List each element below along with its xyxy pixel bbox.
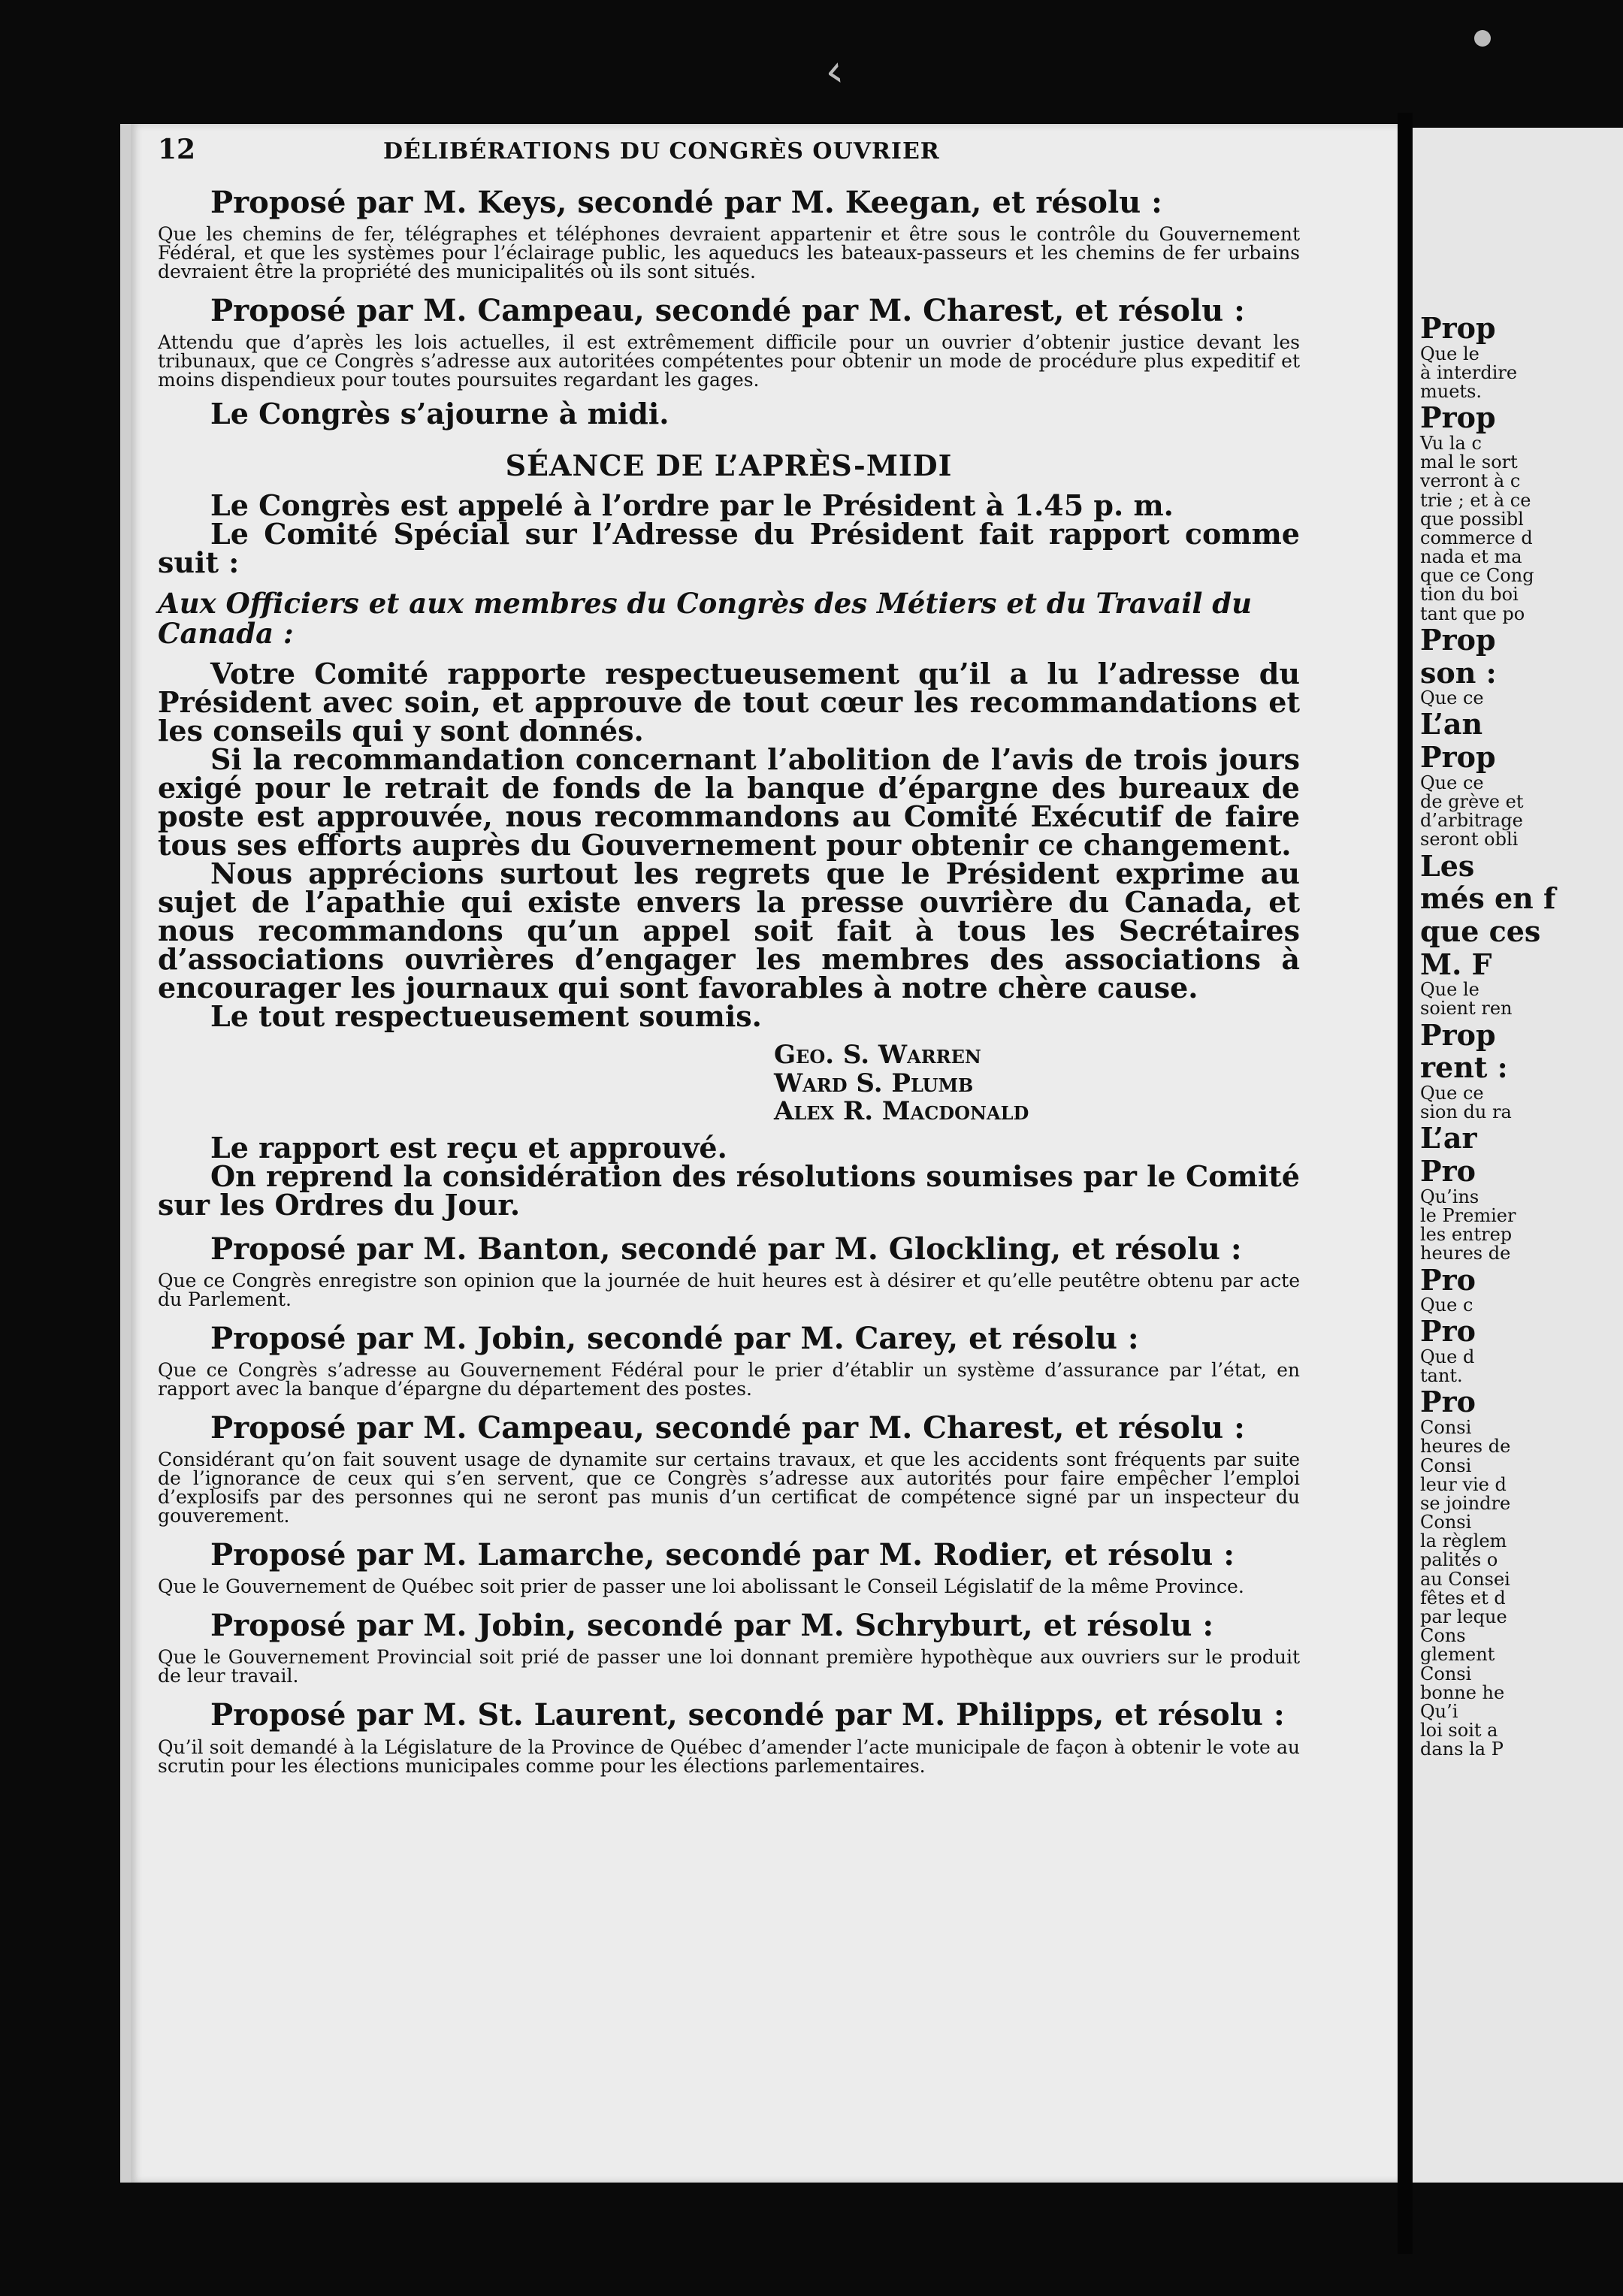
right-page-fragment: muets. (1420, 381, 1482, 403)
right-page-fragment: commerce d (1420, 527, 1533, 548)
resolution-heading: Proposé par M. Campeau, secondé par M. Charest, et résolu : (210, 1409, 1245, 1446)
resolution-text: Qu’il soit demandé à la Législature de la Province de Québec d’amender l’acte municipale de façon à obtenir le vote au scrutin pour les élections municipales comme pour les élections parlementaires. (158, 1736, 1300, 1777)
resolution-heading: Proposé par M. Keys, secondé par M. Keegan, et résolu : (210, 185, 1162, 220)
right-page-fragment: Pro (1420, 1262, 1476, 1297)
right-page-fragment: se joindre (1420, 1492, 1511, 1514)
paragraph: Le Congrès s’ajourne à midi. (210, 397, 669, 431)
right-page-fragment: Que d (1420, 1346, 1475, 1368)
right-page-fragment: leur vie d (1420, 1473, 1507, 1495)
signatory-name: Geo. S. Warren (774, 1040, 981, 1071)
right-page-fragment: tant. (1420, 1365, 1463, 1387)
right-page-fragment: seront obli (1420, 829, 1519, 850)
resolution-heading: Proposé par M. Lamarche, secondé par M. Rodier, et résolu : (210, 1537, 1235, 1573)
resolution-heading: Proposé par M. Banton, secondé par M. Glockling, et résolu : (210, 1231, 1242, 1267)
right-page-fragment: Cons (1420, 1625, 1466, 1647)
right-page-fragment: Prop (1420, 622, 1496, 657)
right-page-fragment: Que c (1420, 1295, 1473, 1316)
right-page-fragment: Que ce (1420, 1083, 1484, 1104)
page-content (158, 135, 1300, 1781)
right-page-fragment: Que le (1420, 979, 1479, 1001)
right-page-fragment: M. F (1420, 947, 1492, 981)
right-page-fragment: Pro (1420, 1385, 1476, 1419)
right-page-fragment: les entrep (1420, 1224, 1513, 1246)
right-page-fragment: nada et ma (1420, 546, 1522, 568)
right-page-fragment: verront à c (1420, 470, 1521, 492)
right-page-fragment: son : (1420, 655, 1497, 690)
resolution-heading: Proposé par M. Campeau, secondé par M. Charest, et résolu : (210, 293, 1245, 329)
right-page-fragment: Qu’ins (1420, 1186, 1479, 1207)
right-page-fragment: que ce Cong (1420, 565, 1534, 587)
right-page (1413, 128, 1623, 2183)
right-page-fragment: glement (1420, 1644, 1495, 1666)
running-head-title: DÉLIBÉRATIONS DU CONGRÈS OUVRIER (383, 138, 940, 165)
right-page-fragment: Consi (1420, 1417, 1472, 1439)
signatories (774, 1041, 1300, 1125)
right-page-fragment: rent : (1420, 1050, 1508, 1085)
right-page-fragment: trie ; et à ce (1420, 489, 1531, 511)
section-heading: SÉANCE DE L’APRÈS-MIDI (505, 449, 953, 483)
resolution-text: Que ce Congrès enregistre son opinion que la journée de huit heures est à désirer et qu’elle peutêtre obtenu par acte du Parlement. (158, 1269, 1300, 1310)
right-page-fragment: Que ce (1420, 772, 1484, 793)
paragraph: Le Congrès est appelé à l’ordre par le Président à 1.45 p. m. (210, 488, 1174, 523)
resolution-heading: Proposé par M. Jobin, secondé par M. Schryburt, et résolu : (210, 1608, 1214, 1644)
right-page-fragment: Les (1420, 848, 1475, 883)
body-text (158, 186, 1300, 1775)
right-page-fragment: Consi (1420, 1663, 1472, 1684)
resolution-text: Attendu que d’après les lois actuelles, il est extrêmement difficile pour un ouvrier d’obtenir justice devant les tribunaux, que ce Congrès s’adresse aux autoritées compétentes pour obtenir un mode de procédure plus expeditif et moins dispendieux pour toutes poursuites regardant les gages. (158, 331, 1300, 391)
right-page-fragment: le Premier (1420, 1204, 1516, 1226)
right-page-fragment: L’ar (1420, 1121, 1477, 1156)
right-page-fragment: Prop (1420, 740, 1496, 775)
resolution-text: Que le Gouvernement de Québec soit prier de passer une loi abolissant le Conseil Législatif de la même Province. (158, 1575, 1244, 1598)
right-page-fragment: Pro (1420, 1154, 1476, 1189)
paragraph: Nous apprécions surtout les regrets que le Président exprime au sujet de l’apathie qui existe envers la presse ouvrière du Canada, et nous recommandons qu’un appel soit fait à tous les Secrétaires d’associations ouvrières d’engager les membres des associations à encourager les journaux qui sont favorables à notre chère cause. (158, 856, 1300, 1005)
right-page-fragment: de grève et (1420, 790, 1524, 812)
right-page-fragment: heures de (1420, 1436, 1511, 1458)
right-page-fragment: Vu la c (1420, 432, 1482, 454)
right-page-fragment: tant que po (1420, 603, 1525, 624)
paragraph: Le rapport est reçu et approuvé. (210, 1130, 727, 1165)
resolution-text: Que les chemins de fer, télégraphes et téléphones devraient appartenir et être sous le contrôle du Gouvernement Fédéral, et que les systèmes pour l’éclairage public, les aqueducs les bateaux-passeurs et les chemins de fer urbains devraient être la propriété des municipalités où ils sont situés. (158, 223, 1300, 283)
right-page-fragment: tion du boi (1420, 584, 1519, 606)
paragraph: Si la recommandation concernant l’abolition de l’avis de trois jours exigé pour le retrait de fonds de la banque d’épargne des bureaux de poste est approuvée, nous recommandons au Comité Exécutif de faire tous ses efforts auprès du Gouvernement pour obtenir ce changement. (158, 742, 1300, 863)
address-line: Aux Officiers et aux membres du Congrès des Métiers et du Travail du Canada : (158, 587, 1253, 651)
right-page-fragment: bonne he (1420, 1681, 1505, 1703)
resolution-text: Que ce Congrès s’adresse au Gouvernement Fédéral pour le prier d’établir un système d’assurance par l’état, en rapport avec la banque d’épargne du département des postes. (158, 1358, 1300, 1400)
right-page-fragment: més en f (1420, 881, 1556, 916)
right-page-fragment: Pro (1420, 1314, 1476, 1349)
right-page-fragment: Qu’i (1420, 1700, 1458, 1722)
signatory-name: Alex R. Macdonald (774, 1096, 1029, 1127)
scan-mark-right (1474, 30, 1491, 47)
right-page-fragment: Consi (1420, 1512, 1472, 1533)
right-page-fragment: à interdire (1420, 361, 1518, 383)
right-page-fragment: sion du ra (1420, 1101, 1512, 1123)
right-page-fragment: soient ren (1420, 998, 1513, 1020)
resolution-text: Considérant qu’on fait souvent usage de dynamite sur certains travaux, et que les accidents sont fréquents par suite de l’ignorance de ceux qui s’en servent, que ce Congrès s’adresse aux autorités pour faire empêcher l’emploi d’explosifs par des personnes qui ne seront pas munis d’un certificat de compétence signé par un inspecteur du gouverement. (158, 1449, 1300, 1527)
page-gutter (1398, 113, 1413, 2254)
right-page-fragment: L’an (1420, 707, 1483, 742)
right-page-fragment: dans la P (1420, 1739, 1504, 1760)
right-page-column (1420, 312, 1623, 1760)
paragraph: Le Comité Spécial sur l’Adresse du Président fait rapport comme suit : (158, 517, 1300, 580)
right-page-fragment: Que ce (1420, 687, 1484, 709)
right-page-fragment: palités o (1420, 1549, 1498, 1571)
right-page-fragment: fêtes et d (1420, 1587, 1506, 1609)
right-page-fragment: mal le sort (1420, 452, 1518, 473)
right-page-fragment: Que le (1420, 343, 1479, 364)
page-number: 12 (158, 134, 196, 165)
right-page-fragment: par leque (1420, 1606, 1507, 1627)
signatory-name: Ward S. Plumb (774, 1068, 974, 1098)
right-page-fragment: Prop (1420, 1017, 1496, 1052)
right-page-fragment: que ces (1420, 914, 1541, 948)
right-page-fragment: au Consei (1420, 1568, 1510, 1590)
right-page-fragment: que possibl (1420, 508, 1524, 530)
running-head (158, 135, 1300, 173)
scan-mark-left: ‹ (821, 44, 847, 99)
paragraph: On reprend la considération des résolutions soumises par le Comité sur les Ordres du Jour. (158, 1159, 1300, 1222)
right-page-fragment: loi soit a (1420, 1720, 1498, 1742)
paragraph: Le tout respectueusement soumis. (210, 999, 762, 1034)
paragraph: Votre Comité rapporte respectueusement qu’il a lu l’adresse du Président avec soin, et approuve de tout cœur les recommandations et les conseils qui y sont donnés. (158, 657, 1300, 748)
resolution-heading: Proposé par M. St. Laurent, secondé par M. Philipps, et résolu : (210, 1697, 1285, 1733)
right-page-fragment: d’arbitrage (1420, 810, 1523, 832)
right-page-fragment: heures de (1420, 1243, 1511, 1264)
right-page-fragment: Prop (1420, 400, 1496, 435)
resolution-heading: Proposé par M. Jobin, secondé par M. Carey, et résolu : (210, 1320, 1139, 1356)
right-page-fragment: Prop (1420, 311, 1496, 345)
resolution-text: Que le Gouvernement Provincial soit prié de passer une loi donnant première hypothèque aux ouvriers sur le produit de leur travail. (158, 1646, 1300, 1687)
right-page-fragment: Consi (1420, 1455, 1472, 1476)
right-page-fragment: la règlem (1420, 1530, 1507, 1552)
